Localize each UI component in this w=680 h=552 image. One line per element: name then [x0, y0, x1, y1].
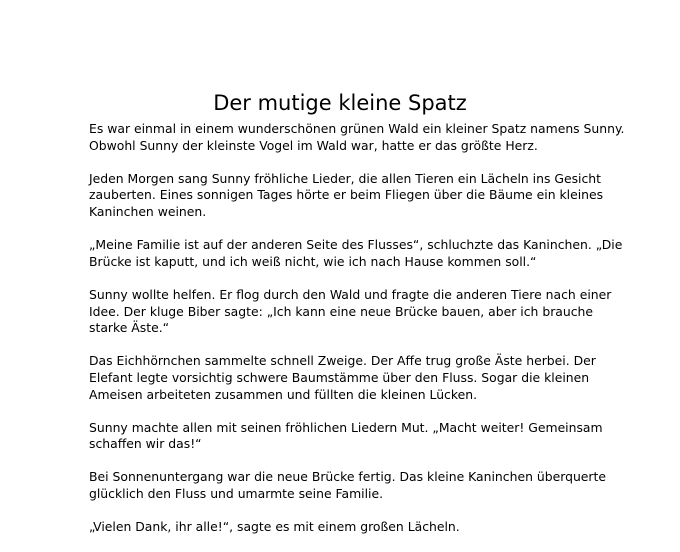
text-line: Sunny wollte helfen. Er flog durch den Wald und fragte die anderen Tiere nach einer: [89, 286, 612, 302]
text-line: Idee. Der kluge Biber sagte: „Ich kann eine neue Brücke bauen, aber ich brauche: [89, 303, 594, 319]
text-line: zauberten. Eines sonnigen Tages hörte er beim Fliegen über die Bäume ein kleines: [89, 187, 604, 203]
text-line: Das Eichhörnchen sammelte schnell Zweige. Der Affe trug große Äste herbei. Der: [89, 353, 596, 369]
text-line: Bei Sonnenuntergang war die neue Brücke fertig. Das kleine Kaninchen überquerte: [89, 469, 606, 485]
text-line: schaffen wir das!“: [89, 436, 202, 452]
text-line: Jeden Morgen sang Sunny fröhliche Lieder, die allen Tieren ein Lächeln ins Gesicht: [89, 170, 602, 186]
text-line: Sunny machte allen mit seinen fröhlichen Liedern Mut. „Macht weiter! Gemeinsam: [89, 419, 603, 435]
text-line: Kaninchen weinen.: [89, 203, 207, 219]
text-line: „Vielen Dank, ihr alle!“, sagte es mit einem großen Lächeln.: [89, 519, 460, 535]
text-line: Brücke ist kaputt, und ich weiß nicht, wie ich nach Hause kommen soll.“: [89, 253, 537, 269]
text-line: Ameisen arbeiteten zusammen und füllten die kleinen Lücken.: [89, 386, 478, 402]
paragraph-5: [89, 353, 609, 403]
text-line: „Meine Familie ist auf der anderen Seite des Flusses“, schluchzte das Kaninchen. „Die: [89, 237, 623, 253]
paragraph-1: [89, 121, 625, 154]
text-line: starke Äste.“: [89, 320, 170, 336]
text-line: Elefant legte vorsichtig schwere Baumstämme über den Fluss. Sogar die kleinen: [89, 369, 590, 385]
paragraph-4: [89, 286, 612, 337]
paragraph-3: [89, 237, 623, 270]
paragraph-6: [89, 420, 609, 453]
story-body: [89, 121, 625, 552]
text-line: Es war einmal in einem wunderschönen grünen Wald ein kleiner Spatz namens Sunny.: [89, 121, 625, 136]
text-line: glücklich den Fluss und umarmte seine Familie.: [89, 486, 384, 502]
paragraph-8: [89, 519, 609, 536]
paragraph-7: [89, 469, 609, 502]
paragraph-2: [89, 171, 609, 221]
document-title: Der mutige kleine Spatz: [213, 91, 467, 115]
text-line: Obwohl Sunny der kleinste Vogel im Wald war, hatte er das größte Herz.: [89, 137, 538, 153]
